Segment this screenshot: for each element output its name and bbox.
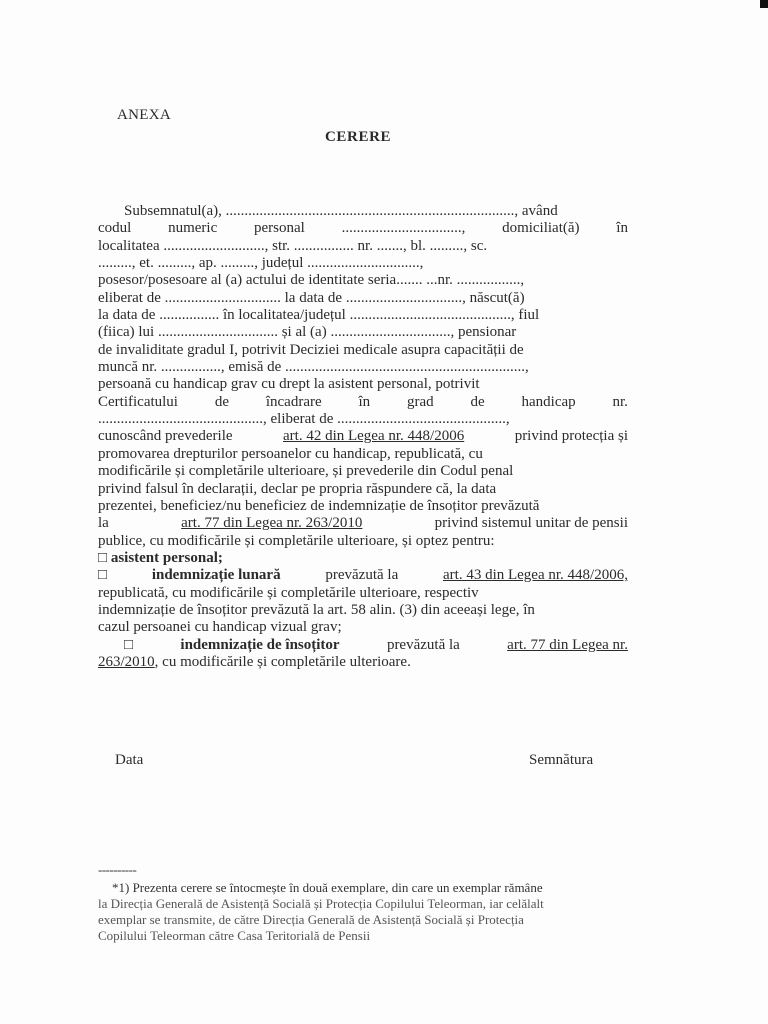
- body-text-segment: de: [214, 393, 229, 410]
- body-line: [98, 602, 628, 619]
- body-text-segment: ................................,: [341, 220, 466, 237]
- body-line: [98, 463, 628, 480]
- law-reference: art. 77 din Legea nr.: [507, 636, 628, 653]
- body-line: [98, 255, 628, 272]
- body-text-segment: codul: [98, 220, 132, 237]
- body-text-segment: cunoscând prevederile: [98, 428, 237, 445]
- body-line: [98, 515, 628, 532]
- body-line: [98, 637, 628, 654]
- body-line: [98, 498, 628, 515]
- footnote-line: la Direcția Generală de Asistență Socială și Protecția Copilului Teleorman, iar celălalt: [98, 896, 544, 911]
- body-text-segment: handicap: [521, 393, 576, 410]
- body-line: [98, 411, 628, 428]
- body-text-segment: □: [98, 549, 111, 566]
- body-text-segment: numeric: [168, 220, 218, 237]
- body-line: [98, 446, 628, 463]
- body-line: [98, 481, 628, 498]
- footnote: [98, 880, 628, 944]
- body-text-segment: republicată, cu modificările și completările ulterioare, respectiv: [98, 584, 479, 601]
- body-text-segment: cazul persoanei cu handicap vizual grav;: [98, 619, 342, 636]
- body-line: [98, 220, 628, 237]
- body-text-segment: publice, cu modificările și completările ulterioare, și optez pentru:: [98, 532, 495, 549]
- body-line: [98, 376, 628, 393]
- body-text-segment: posesor/posesoare al (a) actului de identitate seria....... ...nr. .................,: [98, 272, 525, 289]
- body-text-segment: Subsemnatul(a), ............................................................................., având: [124, 203, 558, 219]
- body-text-segment: indemnizație de însoțitor: [180, 636, 340, 653]
- body-text-segment: în: [616, 220, 628, 237]
- body-text-segment: la data de ................ în localitatea/județul ..........................................., fiul: [98, 307, 540, 324]
- request-body: [98, 203, 628, 671]
- body-text-segment: la: [98, 515, 113, 532]
- body-line: [98, 550, 628, 567]
- body-text-segment: indemnizație lunară: [151, 567, 281, 584]
- body-text-segment: domiciliat(ă): [502, 220, 580, 237]
- body-line: [98, 342, 628, 359]
- body-text-segment: de: [470, 393, 485, 410]
- body-line: [98, 619, 628, 636]
- body-line: [98, 394, 628, 411]
- body-text-segment: încadrare: [265, 393, 322, 410]
- body-text-segment: privind protecția și: [510, 428, 628, 445]
- body-text-segment: nr.: [612, 393, 628, 410]
- law-reference: art. 42 din Legea nr. 448/2006: [283, 428, 465, 445]
- body-line: [98, 307, 628, 324]
- body-text-segment: promovarea drepturilor persoanelor cu handicap, republicată, cu: [98, 445, 483, 462]
- footnote-line: Copilului Teleorman către Casa Teritorială de Pensii: [98, 928, 371, 943]
- body-line: [98, 203, 628, 220]
- annex-label: ANEXA: [117, 107, 171, 123]
- body-line: [98, 324, 628, 341]
- signature-label: Semnătura: [529, 752, 594, 768]
- law-reference: 263/2010: [98, 653, 155, 670]
- body-text-segment: prezentei, beneficiez/nu beneficiez de indemnizație de însoțitor prevăzută: [98, 497, 540, 514]
- footnote-separator: ----------: [98, 862, 137, 877]
- body-text-segment: muncă nr. ................, emisă de ................................................................,: [98, 359, 529, 376]
- body-text-segment: ........., et. ........., ap. ........., județul ..............................,: [98, 255, 424, 272]
- body-text-segment: (fiica) lui ................................ și al (a) ................................, pensionar: [98, 324, 517, 341]
- body-line: [98, 567, 628, 584]
- body-text-segment: □: [98, 567, 111, 584]
- body-line: [98, 272, 628, 289]
- body-text-segment: prevăzută la: [383, 636, 464, 653]
- footnote-line: *1) Prezenta cerere se întocmește în două exemplare, din care un exemplar rămâne: [112, 880, 543, 895]
- body-line: [98, 654, 628, 671]
- body-text-segment: □: [124, 636, 137, 653]
- body-text-segment: , cu modificările și completările ulterioare.: [154, 653, 411, 670]
- document-title: CERERE: [325, 129, 392, 145]
- body-text-segment: personal: [253, 220, 305, 237]
- body-text-segment: modificările și completările ulterioare, și prevederile din Codul penal: [98, 463, 514, 480]
- body-text-segment: prevăzută la: [321, 567, 402, 584]
- body-line: [98, 359, 628, 376]
- law-reference: art. 77 din Legea nr. 263/2010: [181, 515, 363, 532]
- body-text-segment: în: [358, 393, 371, 410]
- body-text-segment: indemnizație de însoțitor prevăzută la art. 58 alin. (3) din aceeași lege, în: [98, 601, 535, 618]
- law-reference: art. 43 din Legea nr. 448/2006,: [443, 567, 628, 584]
- date-label: Data: [115, 752, 144, 768]
- body-text-segment: Certificatului: [98, 393, 178, 410]
- body-text-segment: persoană cu handicap grav cu drept la asistent personal, potrivit: [98, 376, 480, 393]
- body-text-segment: ............................................, eliberat de .............................................,: [98, 411, 510, 428]
- body-text-segment: asistent personal;: [110, 549, 223, 566]
- body-text-segment: grad: [407, 393, 434, 410]
- body-line: [98, 428, 628, 445]
- footnote-line: exemplar se transmite, de către Direcția Generală de Asistență Socială și Protecția: [98, 912, 524, 927]
- body-line: [98, 585, 628, 602]
- body-text-segment: privind falsul în declarații, declar pe propria răspundere că, la data: [98, 480, 497, 497]
- body-text-segment: privind sistemul unitar de pensii: [430, 515, 628, 532]
- body-line: [98, 238, 628, 255]
- body-line: [98, 290, 628, 307]
- body-line: [98, 533, 628, 550]
- body-text-segment: localitatea ..........................., str. ................ nr. ......., bl. ........., sc.: [98, 237, 488, 254]
- body-text-segment: eliberat de ............................... la data de ..............................., născut(ă): [98, 289, 525, 306]
- body-text-segment: de invaliditate gradul I, potrivit Deciziei medicale asupra capacității de: [98, 341, 524, 358]
- scan-edge-mark: [760, 0, 768, 8]
